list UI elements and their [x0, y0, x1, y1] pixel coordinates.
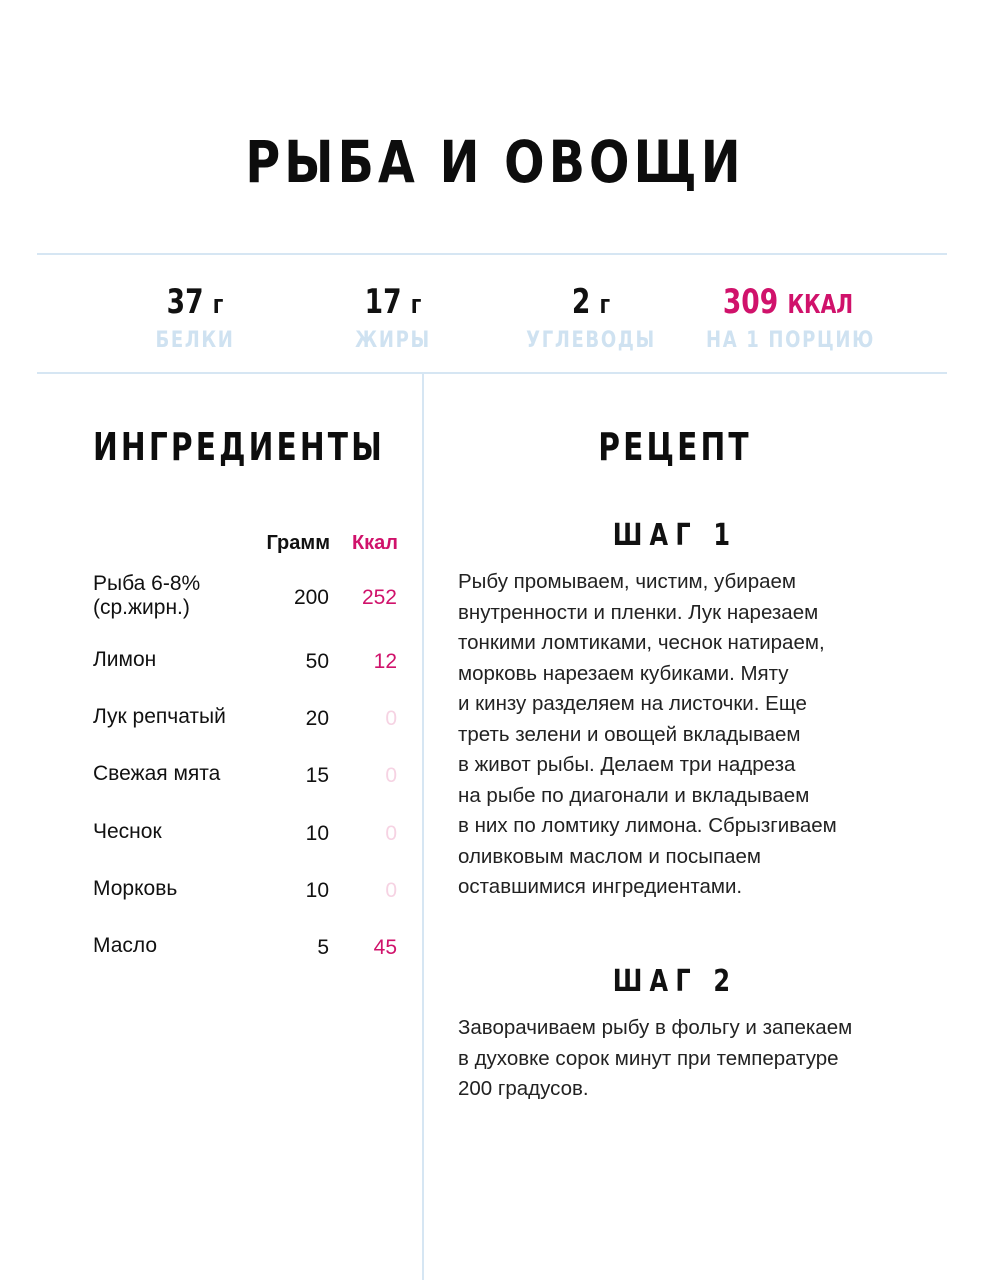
ingredient-gram: 10 — [305, 879, 329, 902]
step-1-title: ШАГ 1 — [612, 518, 738, 553]
ingredient-gram: 50 — [305, 650, 329, 673]
ingredient-row — [93, 877, 403, 927]
macro-unit: г — [212, 290, 224, 320]
ingredient-kcal: 0 — [385, 822, 397, 845]
macro-label: НА 1 ПОРЦИЮ — [706, 328, 875, 353]
ingredient-gram: 10 — [305, 822, 329, 845]
ingredient-name: Лук репчатый — [93, 705, 226, 728]
macro-value: 17 — [364, 282, 402, 322]
ingredients-title: ИНГРЕДИЕНТЫ — [93, 425, 385, 469]
ingredient-row — [93, 820, 403, 870]
divider-top — [37, 253, 947, 255]
macro-label: ЖИРЫ — [355, 328, 431, 353]
macro-unit: г — [599, 290, 611, 320]
recipe-title: РЕЦЕПТ — [598, 425, 752, 469]
macro-protein — [95, 282, 295, 353]
ingredient-kcal: 0 — [385, 707, 397, 730]
ingredient-name: Масло — [93, 934, 158, 957]
ingredient-name: Свежая мята — [93, 762, 221, 785]
macro-label: УГЛЕВОДЫ — [526, 328, 656, 353]
macro-carbs — [491, 282, 691, 353]
macro-value: 309 — [722, 282, 779, 322]
ingredient-name: Рыба 6-8% (ср.жирн.) — [93, 572, 201, 619]
ingredient-kcal: 45 — [373, 936, 397, 959]
ingredient-name: Чеснок — [93, 820, 162, 843]
step-2-title: ШАГ 2 — [612, 964, 738, 999]
column-header-gram: Грамм — [266, 532, 330, 554]
ingredient-row — [93, 934, 403, 984]
macro-value: 37 — [166, 282, 204, 322]
ingredient-name: Лимон — [93, 648, 157, 671]
ingredient-gram: 5 — [317, 936, 329, 959]
macro-label: БЕЛКИ — [155, 328, 235, 353]
ingredient-gram: 20 — [305, 707, 329, 730]
ingredient-gram: 200 — [293, 586, 329, 609]
ingredient-row — [93, 648, 403, 698]
column-header-kcal: Ккал — [351, 532, 398, 554]
ingredient-name: Морковь — [93, 877, 178, 900]
macro-fat — [293, 282, 493, 353]
ingredient-row — [93, 705, 403, 755]
ingredient-kcal: 0 — [385, 879, 397, 902]
ingredient-kcal: 252 — [361, 586, 397, 609]
column-divider — [422, 373, 424, 1280]
macro-value: 2 — [571, 282, 591, 322]
ingredient-kcal: 12 — [373, 650, 397, 673]
macro-unit: г — [410, 290, 422, 320]
step-1-text: Рыбу промываем, чистим, убираем внутренности и пленки. Лук нарезаем тонкими ломтиками, чеснок натираем, морковь нарезаем кубиками. Мяту и кинзу разделяем на листочки. Еще треть зелени и овощей вкладываем в живот рыбы. Делаем три надреза на рыбе по диагонали и вкладываем в них по ломтику лимона. Сбрызгиваем оливковым маслом и посыпаем оставшимися ингредиентами. — [458, 570, 837, 898]
macro-calories — [688, 282, 888, 353]
ingredient-kcal: 0 — [385, 764, 397, 787]
step-2-text: Заворачиваем рыбу в фольгу и запекаем в духовке сорок минут при температуре 200 градусов. — [458, 1016, 853, 1100]
ingredient-row — [93, 572, 403, 622]
ingredient-gram: 15 — [305, 764, 329, 787]
divider-bottom — [37, 372, 947, 374]
ingredient-row — [93, 762, 403, 812]
macro-unit: ККАЛ — [787, 290, 854, 320]
page-title: РЫБА И ОВОЩИ — [245, 128, 745, 196]
